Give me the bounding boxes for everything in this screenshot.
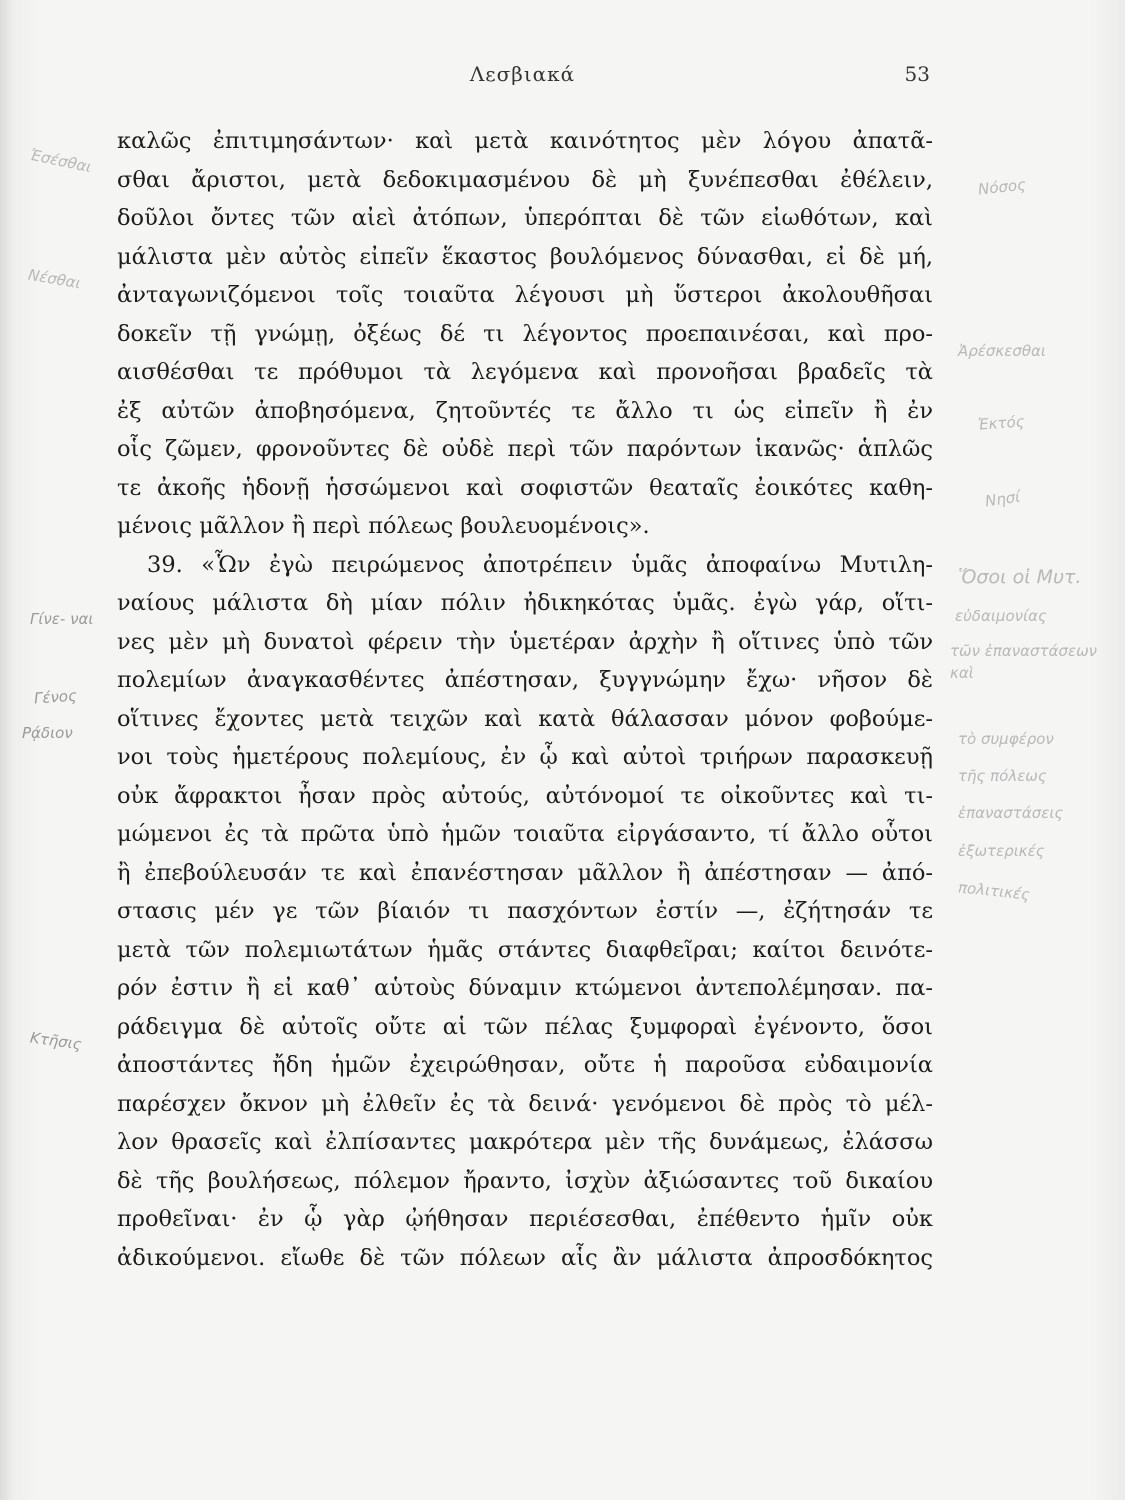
page-number: 53 — [904, 62, 930, 86]
margin-note-left: Ρᾴδιον — [22, 724, 73, 742]
text-line: νοι τοὺς ἡμετέρους πολεμίους, ἐν ᾧ καὶ αὐτοὶ τριήρων παρασκευῇ — [117, 744, 933, 770]
text-line: νες μὲν μὴ δυνατοὶ φέρειν τὴν ὑμετέραν ἀρχὴν ἢ οἵτινες ὑπὸ τῶν — [117, 628, 933, 655]
body-text — [117, 122, 933, 1277]
text-line: τε ἀκοῆς ἡδονῇ ἡσσώμενοι καὶ σοφιστῶν θεαταῖς ἐοικότες καθη- — [117, 474, 933, 501]
margin-note-right: τὸ συμφέρον — [958, 730, 1054, 748]
margin-note-left: Γίνε- ναι — [30, 610, 94, 628]
text-line: καλῶς ἐπιτιμησάντων· καὶ μετὰ καινότητος μὲν λόγου ἀπατᾶ- — [117, 128, 933, 154]
section-start-line: 39. «Ὧν ἐγὼ πειρώμενος ἀποτρέπειν ὑμᾶς ἀποφαίνω Μυτιλη- — [147, 551, 933, 578]
text-line: ἢ ἐπεβούλευσάν τε καὶ ἐπανέστησαν μᾶλλον ἢ ἀπέστησαν — ἀπό- — [117, 859, 933, 886]
text-line: ναίους μάλιστα δὴ μίαν πόλιν ἠδικηκότας ὑμᾶς. ἐγὼ γάρ, οἵτι- — [117, 590, 933, 616]
text-line: οἷς ζῶμεν, φρονοῦντες δὲ οὐδὲ περὶ τῶν παρόντων ἱκανῶς· ἁπλῶς — [117, 436, 933, 462]
text-line: αισθέσθαι τε πρόθυμοι τὰ λεγόμενα καὶ προνοῆσαι βραδεῖς τὰ — [117, 359, 933, 385]
margin-note-right: Νόσος — [977, 175, 1027, 199]
margin-note-right: τῶν ἐπαναστάσεων καὶ — [950, 642, 1098, 682]
text-line: μώμενοι ἐς τὰ πρῶτα ὑπὸ ἡμῶν τοιαῦτα εἰργάσαντο, τί ἄλλο οὗτοι — [117, 821, 933, 847]
margin-note-right: πολιτικές — [957, 878, 1031, 904]
margin-note-right: Ἀρέσκεσθαι — [958, 342, 1046, 360]
text-line: λον θρασεῖς καὶ ἐλπίσαντες μακρότερα μὲν τῆς δυνάμεως, ἐλάσσω — [117, 1129, 933, 1155]
margin-note-left: Νέσθαι — [26, 265, 83, 293]
margin-note-right: Ὅσοι οἱ Μυτ. — [958, 566, 1082, 588]
margin-note-right: εὐδαιμονίας — [955, 607, 1047, 625]
page-header — [115, 62, 930, 98]
text-line: ρόν ἐστιν ἢ εἰ καθ᾽ αὑτοὺς δύναμιν κτώμενοι ἀντεπολέμησαν. πα- — [117, 975, 933, 1001]
margin-note-right: Ἐκτός — [977, 412, 1026, 434]
text-line: πολεμίων ἀναγκασθέντες ἀπέστησαν, ξυγγνώμην ἔχω· νῆσον δὲ — [117, 667, 933, 693]
margin-note-left: Κτῆσις — [28, 1028, 83, 1054]
text-line: στασις μέν γε τῶν βίαιόν τι πασχόντων ἐστίν —, ἐζήτησάν τε — [117, 898, 933, 924]
running-title: Λεσβιακά — [469, 62, 576, 86]
text-line: σθαι ἄριστοι, μετὰ δεδοκιμασμένου δὲ μὴ ξυνέπεσθαι ἐθέλειν, — [117, 166, 933, 193]
text-line: μένοις μᾶλλον ἢ περὶ πόλεως βουλευομένοις». — [117, 513, 650, 539]
text-line: μάλιστα μὲν αὐτὸς εἰπεῖν ἕκαστος βουλόμενος δύνασθαι, εἰ δὲ μή, — [117, 243, 933, 270]
margin-note-right: ἐξωτερικές — [958, 842, 1045, 860]
text-line: ράδειγμα δὲ αὐτοῖς οὔτε αἱ τῶν πέλας ξυμφοραὶ ἐγένοντο, ὅσοι — [117, 1013, 933, 1040]
text-line: προθεῖναι· ἐν ᾧ γὰρ ᾠήθησαν περιέσεσθαι, ἐπέθεντο ἡμῖν οὐκ — [117, 1206, 933, 1232]
text-line: ἀνταγωνιζόμενοι τοῖς τοιαῦτα λέγουσι μὴ ὕστεροι ἀκολουθῆσαι — [117, 282, 933, 308]
text-line: ἀποστάντες ἤδη ἡμῶν ἐχειρώθησαν, οὔτε ἡ παροῦσα εὐδαιμονία — [117, 1052, 933, 1078]
margin-note-right: Νησί — [983, 487, 1022, 511]
margin-note-left: Γένος — [33, 686, 78, 708]
text-line: δοῦλοι ὄντες τῶν αἰεὶ ἀτόπων, ὑπερόπται δὲ τῶν εἰωθότων, καὶ — [117, 205, 933, 231]
text-line: δοκεῖν τῇ γνώμῃ, ὀξέως δέ τι λέγοντος προεπαινέσαι, καὶ προ- — [117, 320, 933, 347]
text-line: δὲ τῆς βουλήσεως, πόλεμον ἤραντο, ἰσχὺν ἀξιώσαντες τοῦ δικαίου — [117, 1167, 933, 1194]
text-line: μετὰ τῶν πολεμιωτάτων ἡμᾶς στάντες διαφθεῖραι; καίτοι δεινότε- — [117, 936, 933, 963]
margin-note-left: Ἐσέσθαι — [28, 145, 94, 177]
text-line: οὐκ ἄφρακτοι ἦσαν πρὸς αὐτούς, αὐτόνομοί τε οἰκοῦντες καὶ τι- — [117, 782, 933, 809]
text-line: οἵτινες ἔχοντες μετὰ τειχῶν καὶ κατὰ θάλασσαν μόνον φοβούμε- — [117, 705, 933, 732]
margin-note-right: ἐπαναστάσεις — [958, 804, 1064, 822]
text-line: παρέσχεν ὄκνον μὴ ἐλθεῖν ἐς τὰ δεινά· γενόμενοι δὲ πρὸς τὸ μέλ- — [117, 1090, 933, 1117]
text-line: ἐξ αὐτῶν ἀποβησόμενα, ζητοῦντές τε ἄλλο τι ὡς εἰπεῖν ἢ ἐν — [117, 397, 933, 424]
margin-note-right: τῆς πόλεως — [958, 767, 1047, 785]
text-line: ἀδικούμενοι. εἴωθε δὲ τῶν πόλεων αἷς ἂν μάλιστα ἀπροσδόκητος — [117, 1244, 933, 1271]
